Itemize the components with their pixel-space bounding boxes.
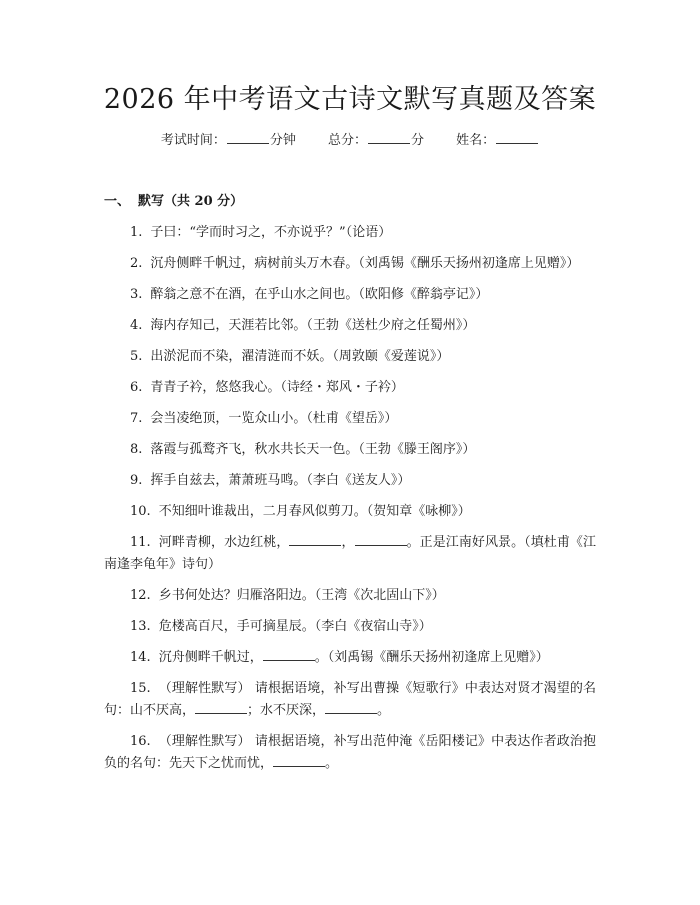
question-item: [104, 470, 596, 492]
question-number: 13.: [130, 619, 151, 634]
page-title: 2026 年中考语文古诗文默写真题及答案: [103, 84, 597, 115]
total-score-unit: 分: [411, 133, 425, 148]
question-text: （理解性默写） 请根据语境，补写出范仲淹《岳阳楼记》中表达作者政治抱负的名句：先天下之忧而忧，: [104, 734, 596, 771]
total-score-label: 总分：: [327, 133, 367, 148]
question-number: 3.: [130, 287, 143, 302]
question-number: 6.: [130, 380, 143, 395]
question-text: 。正是江南好风景。（填杜甫《江南逢李龟年》诗句）: [104, 535, 596, 572]
name-blank: [496, 130, 538, 144]
name-field: [456, 130, 539, 151]
question-item: [104, 253, 596, 275]
question-text: 沉舟侧畔千帆过，病树前头万木春。（刘禹锡《酬乐天扬州初逢席上见赠》）: [150, 256, 580, 271]
question-number: 10.: [130, 504, 151, 519]
question-number: 15.: [130, 681, 151, 696]
question-number: 14.: [130, 650, 151, 665]
question-text: 落霞与孤鹜齐飞，秋水共长天一色。（王勃《滕王阁序》）: [150, 442, 476, 457]
question-number: 5.: [130, 349, 143, 364]
question-text: 子曰：“学而时习之，不亦说乎？”（论语）: [150, 225, 392, 240]
question-item: [104, 315, 596, 337]
question-item: [104, 408, 596, 430]
question-item: [104, 585, 596, 607]
question-text: 危楼高百尺，手可摘星辰。（李白《夜宿山寺》）: [158, 619, 432, 634]
question-number: 16.: [130, 734, 151, 749]
total-score-field: [328, 130, 424, 151]
answer-blank: [325, 700, 377, 714]
question-item: [104, 346, 596, 368]
question-item: [104, 501, 596, 523]
question-text: 青青子衿，悠悠我心。（诗经・郑风・子衿）: [150, 380, 404, 395]
exam-time-label: 考试时间：: [160, 133, 226, 148]
question-text: 出淤泥而不染，濯清涟而不妖。（周敦颐《爱莲说》）: [150, 349, 450, 364]
answer-blank: [263, 647, 315, 661]
section-title: 默写（共 20 分）: [138, 194, 244, 209]
section-number: 一、: [104, 194, 131, 209]
question-item: [104, 647, 596, 669]
question-text: ，: [341, 535, 355, 550]
question-text: 会当凌绝顶，一览众山小。（杜甫《望岳》）: [150, 411, 398, 426]
question-number: 8.: [130, 442, 143, 457]
answer-blank: [289, 532, 341, 546]
question-item: [104, 532, 596, 576]
question-item: [104, 284, 596, 306]
question-text: 。: [325, 756, 339, 771]
total-score-blank: [368, 130, 410, 144]
answer-blank: [273, 753, 325, 767]
question-number: 1.: [130, 225, 143, 240]
question-text: 乡书何处达？归雁洛阳边。（王湾《次北固山下》）: [158, 588, 445, 603]
question-item: [104, 439, 596, 461]
exam-meta: [0, 130, 700, 151]
exam-time-unit: 分钟: [269, 133, 296, 148]
question-text: 海内存知己，天涯若比邻。（王勃《送杜少府之任蜀州》）: [150, 318, 476, 333]
question-item: [104, 678, 596, 722]
section-heading: [104, 192, 243, 212]
question-number: 12.: [130, 588, 151, 603]
question-number: 4.: [130, 318, 143, 333]
question-text: （理解性默写） 请根据语境，补写出曹操《短歌行》中表达对贤才渴望的名句：山不厌高，: [104, 681, 596, 718]
question-text: 不知细叶谁裁出，二月春风似剪刀。（贺知章《咏柳》）: [158, 504, 471, 519]
question-item: [104, 222, 596, 244]
answer-blank: [195, 700, 247, 714]
question-text: 沉舟侧畔千帆过，: [158, 650, 263, 665]
question-list: [104, 222, 596, 784]
question-text: ；水不厌深，: [247, 703, 326, 718]
question-text: 。: [377, 703, 391, 718]
exam-time-blank: [227, 130, 269, 144]
question-number: 11.: [130, 535, 151, 550]
question-text: 。（刘禹锡《酬乐天扬州初逢席上见赠》）: [314, 650, 549, 665]
answer-blank: [355, 532, 407, 546]
question-item: [104, 377, 596, 399]
question-text: 河畔青柳，水边红桃，: [158, 535, 290, 550]
exam-time-field: [161, 130, 296, 151]
question-item: [104, 731, 596, 775]
question-number: 7.: [130, 411, 143, 426]
name-label: 姓名：: [456, 133, 496, 148]
question-text: 醉翁之意不在酒，在乎山水之间也。（欧阳修《醉翁亭记》）: [150, 287, 489, 302]
question-text: 挥手自兹去，萧萧班马鸣。（李白《送友人》）: [150, 473, 411, 488]
question-item: [104, 616, 596, 638]
question-number: 9.: [130, 473, 143, 488]
question-number: 2.: [130, 256, 143, 271]
